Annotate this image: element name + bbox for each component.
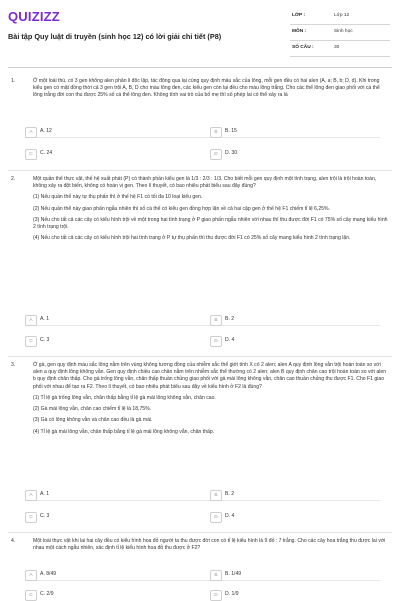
option-text: C. 2/9 <box>40 591 54 597</box>
question-number: 2. <box>11 176 16 182</box>
statement: (3) Nếu cho tất cả các cây có kiểu hình trội về một trong hai tính trạng ở P giao phấn ngẫu nhiên với nhau thì thu được đời F1 có 75% số cây mang kiểu hình 2 tính trạng trội. <box>33 216 388 231</box>
question-text: Ở gà, gen quy định màu sắc lông nằm trên vùng không tương đồng của nhiễm sắc thể giới tính X có 2 alen; alen A quy định lông vằn trội hoàn toàn so với alen a quy định lông không vằn. Gen quy định chiều cao chân nằm trên nhiễm sắc thể thường có 2 alen; alen B quy định chân cao trội hoàn toàn so với alen b quy định chân thấp. Cho gà trống lông vằn, chân thấp thuần chủng giao phối với gà mái lông không vằn, chân cao thuần chủng thu được F1. Cho F1 giao phối với nhau để tạo ra F2. Theo lí thuyết, có bao nhiêu phát biểu sau đây về kiểu hình ở F2 là đúng? <box>33 362 387 390</box>
statement: (4) Tỉ lệ gà mái lông vằn, chân thấp bằng tỉ lệ gà mái lông không vằn, chân thấp. <box>33 428 215 435</box>
question-body <box>33 538 389 556</box>
option-letter-badge: D <box>210 336 222 347</box>
option-text: A. 8/49 <box>40 571 57 577</box>
option-letter-badge: C <box>25 336 37 347</box>
statement: (2) Gà mái lông vằn, chân cao chiếm tỉ lệ là 18,75%. <box>33 406 152 413</box>
option-d[interactable] <box>210 590 375 600</box>
option-letter-badge: A <box>25 490 37 501</box>
option-text: C. 3 <box>40 337 50 343</box>
option-text: A. 12 <box>40 128 52 134</box>
option-text: A. 1 <box>40 316 50 322</box>
option-b[interactable] <box>210 570 375 580</box>
option-text: A. 1 <box>40 491 50 497</box>
quizizz-logo: QUIZIZZ <box>8 9 60 24</box>
option-row <box>25 127 380 138</box>
meta-label: LỚP : <box>292 13 306 18</box>
option-c[interactable] <box>25 590 190 600</box>
statement: (3) Gà có lông không vằn và chân cao đều là gà mái. <box>33 417 153 424</box>
option-text: B. 1/49 <box>225 571 242 577</box>
question-divider <box>8 356 392 357</box>
option-text: C. 24 <box>40 150 53 156</box>
worksheet-title: Bài tập Quy luật di truyền (sinh học 12) có lời giải chi tiết (P8) <box>8 32 222 41</box>
statement: (1) Tỉ lệ gà trống lông vằn, chân thấp bằng tỉ lệ gà mái lông không vằn, chân cao. <box>33 394 216 401</box>
option-letter-badge: B <box>210 570 222 581</box>
question-body <box>33 78 389 104</box>
option-b[interactable] <box>210 127 375 137</box>
question-number: 4. <box>11 538 16 544</box>
option-text: D. 30 <box>225 150 238 156</box>
option-text: D. 1/9 <box>225 591 239 597</box>
meta-row-subject <box>290 25 390 41</box>
option-d[interactable] <box>210 336 375 346</box>
header-divider <box>8 67 392 68</box>
option-text: B. 2 <box>225 491 235 497</box>
question-text: Ở một loài thú, có 3 gen không alen phân li độc lập, tác động qua lại cùng quy định màu sắc của lông, mỗi gen đều có hai alen (A, a; B, b; D, d). Khi trong kiểu gen có mặt đồng thời cả 3 gen trội A, B, D cho màu lông đen, các kiểu gen còn lại đều cho màu lông trắng. Cho các thể lông đen giao phối với cá thể lông trắng đời con thu được 25% số cá thể lông đen. Không tính vai trò của bố mẹ thì số phép lai có thể xảy ra là <box>33 78 380 99</box>
option-c[interactable] <box>25 149 190 159</box>
question-text: Một loài thực vật khi lai hai cây đều có kiểu hình hoa đỏ người ta thu được đời con có tỉ lệ kiểu hình là 9 đỏ : 7 trắng. Cho các cây hoa trắng thu được lai với nhau một cách ngẫu nhiên, xác định tỉ lệ kiểu hình hoa đỏ thu được ở F2? <box>33 538 386 552</box>
question-number: 3. <box>11 362 16 368</box>
question-text: Một quần thể thực vật, thế hệ xuất phát (P) có thành phần kiểu gen là 1/3 : 2/3 : 1/3. Cho biết mỗi gen quy định một tính trạng, alen trội là trội hoàn toàn, không xảy ra đột biến, không có hoán vị gen. Theo lí thuyết, có bao nhiêu phát biểu sau đây đúng? <box>33 176 377 190</box>
statement: (2) Nếu quần thể này giao phấn ngẫu nhiên thì số cá thể có kiểu gen đồng hợp lặn về cả hai cặp gen ở thế hệ F1 chiếm tỉ lệ 6,25%. <box>33 205 330 212</box>
option-letter-badge: D <box>210 149 222 160</box>
option-row <box>25 512 380 522</box>
meta-row-class <box>290 9 390 25</box>
option-letter-badge: B <box>210 127 222 138</box>
meta-label: MÔN : <box>292 29 307 34</box>
option-a[interactable] <box>25 127 190 137</box>
option-letter-badge: D <box>210 590 222 601</box>
option-letter-badge: C <box>25 512 37 523</box>
option-letter-badge: A <box>25 570 37 581</box>
option-a[interactable] <box>25 490 190 500</box>
statement: (4) Nếu cho tất cả các cây có kiểu hình trội hai tính trạng ở P tự thụ phấn thì thu được đời F1 có 25% số cây mang kiểu hình 2 tính trạng lặn. <box>33 235 351 242</box>
option-row <box>25 590 380 600</box>
statement: (1) Nếu quần thể này tự thụ phấn thì ở thế hệ F1 có tối đa 10 loại kiểu gen. <box>33 194 203 201</box>
option-a[interactable] <box>25 570 190 580</box>
option-b[interactable] <box>210 490 375 500</box>
meta-row-count <box>290 41 390 57</box>
question-body <box>33 362 389 440</box>
option-row <box>25 336 380 346</box>
option-text: D. 4 <box>225 337 235 343</box>
option-text: C. 3 <box>40 513 50 519</box>
option-text: D. 4 <box>225 513 235 519</box>
option-letter-badge: B <box>210 490 222 501</box>
option-letter-badge: C <box>25 149 37 160</box>
option-d[interactable] <box>210 512 375 522</box>
option-d[interactable] <box>210 149 375 159</box>
option-text: B. 15 <box>225 128 237 134</box>
option-text: B. 2 <box>225 316 235 322</box>
option-letter-badge: C <box>25 590 37 601</box>
meta-value: Lớp 12 <box>334 13 350 18</box>
question-body <box>33 176 389 247</box>
option-c[interactable] <box>25 512 190 522</box>
option-row <box>25 149 380 159</box>
option-row <box>25 490 380 501</box>
option-row <box>25 570 380 581</box>
option-b[interactable] <box>210 315 375 325</box>
question-divider <box>8 170 392 171</box>
question-number: 1. <box>11 78 16 84</box>
meta-value: 30 <box>334 45 340 50</box>
option-row <box>25 315 380 326</box>
meta-label: SỐ CÂU : <box>292 45 314 50</box>
option-letter-badge: B <box>210 315 222 326</box>
question-divider <box>8 532 392 533</box>
option-a[interactable] <box>25 315 190 325</box>
meta-value: Sinh học <box>334 29 353 34</box>
option-letter-badge: D <box>210 512 222 523</box>
worksheet-meta <box>290 9 390 57</box>
option-c[interactable] <box>25 336 190 346</box>
option-letter-badge: A <box>25 127 37 138</box>
option-letter-badge: A <box>25 315 37 326</box>
